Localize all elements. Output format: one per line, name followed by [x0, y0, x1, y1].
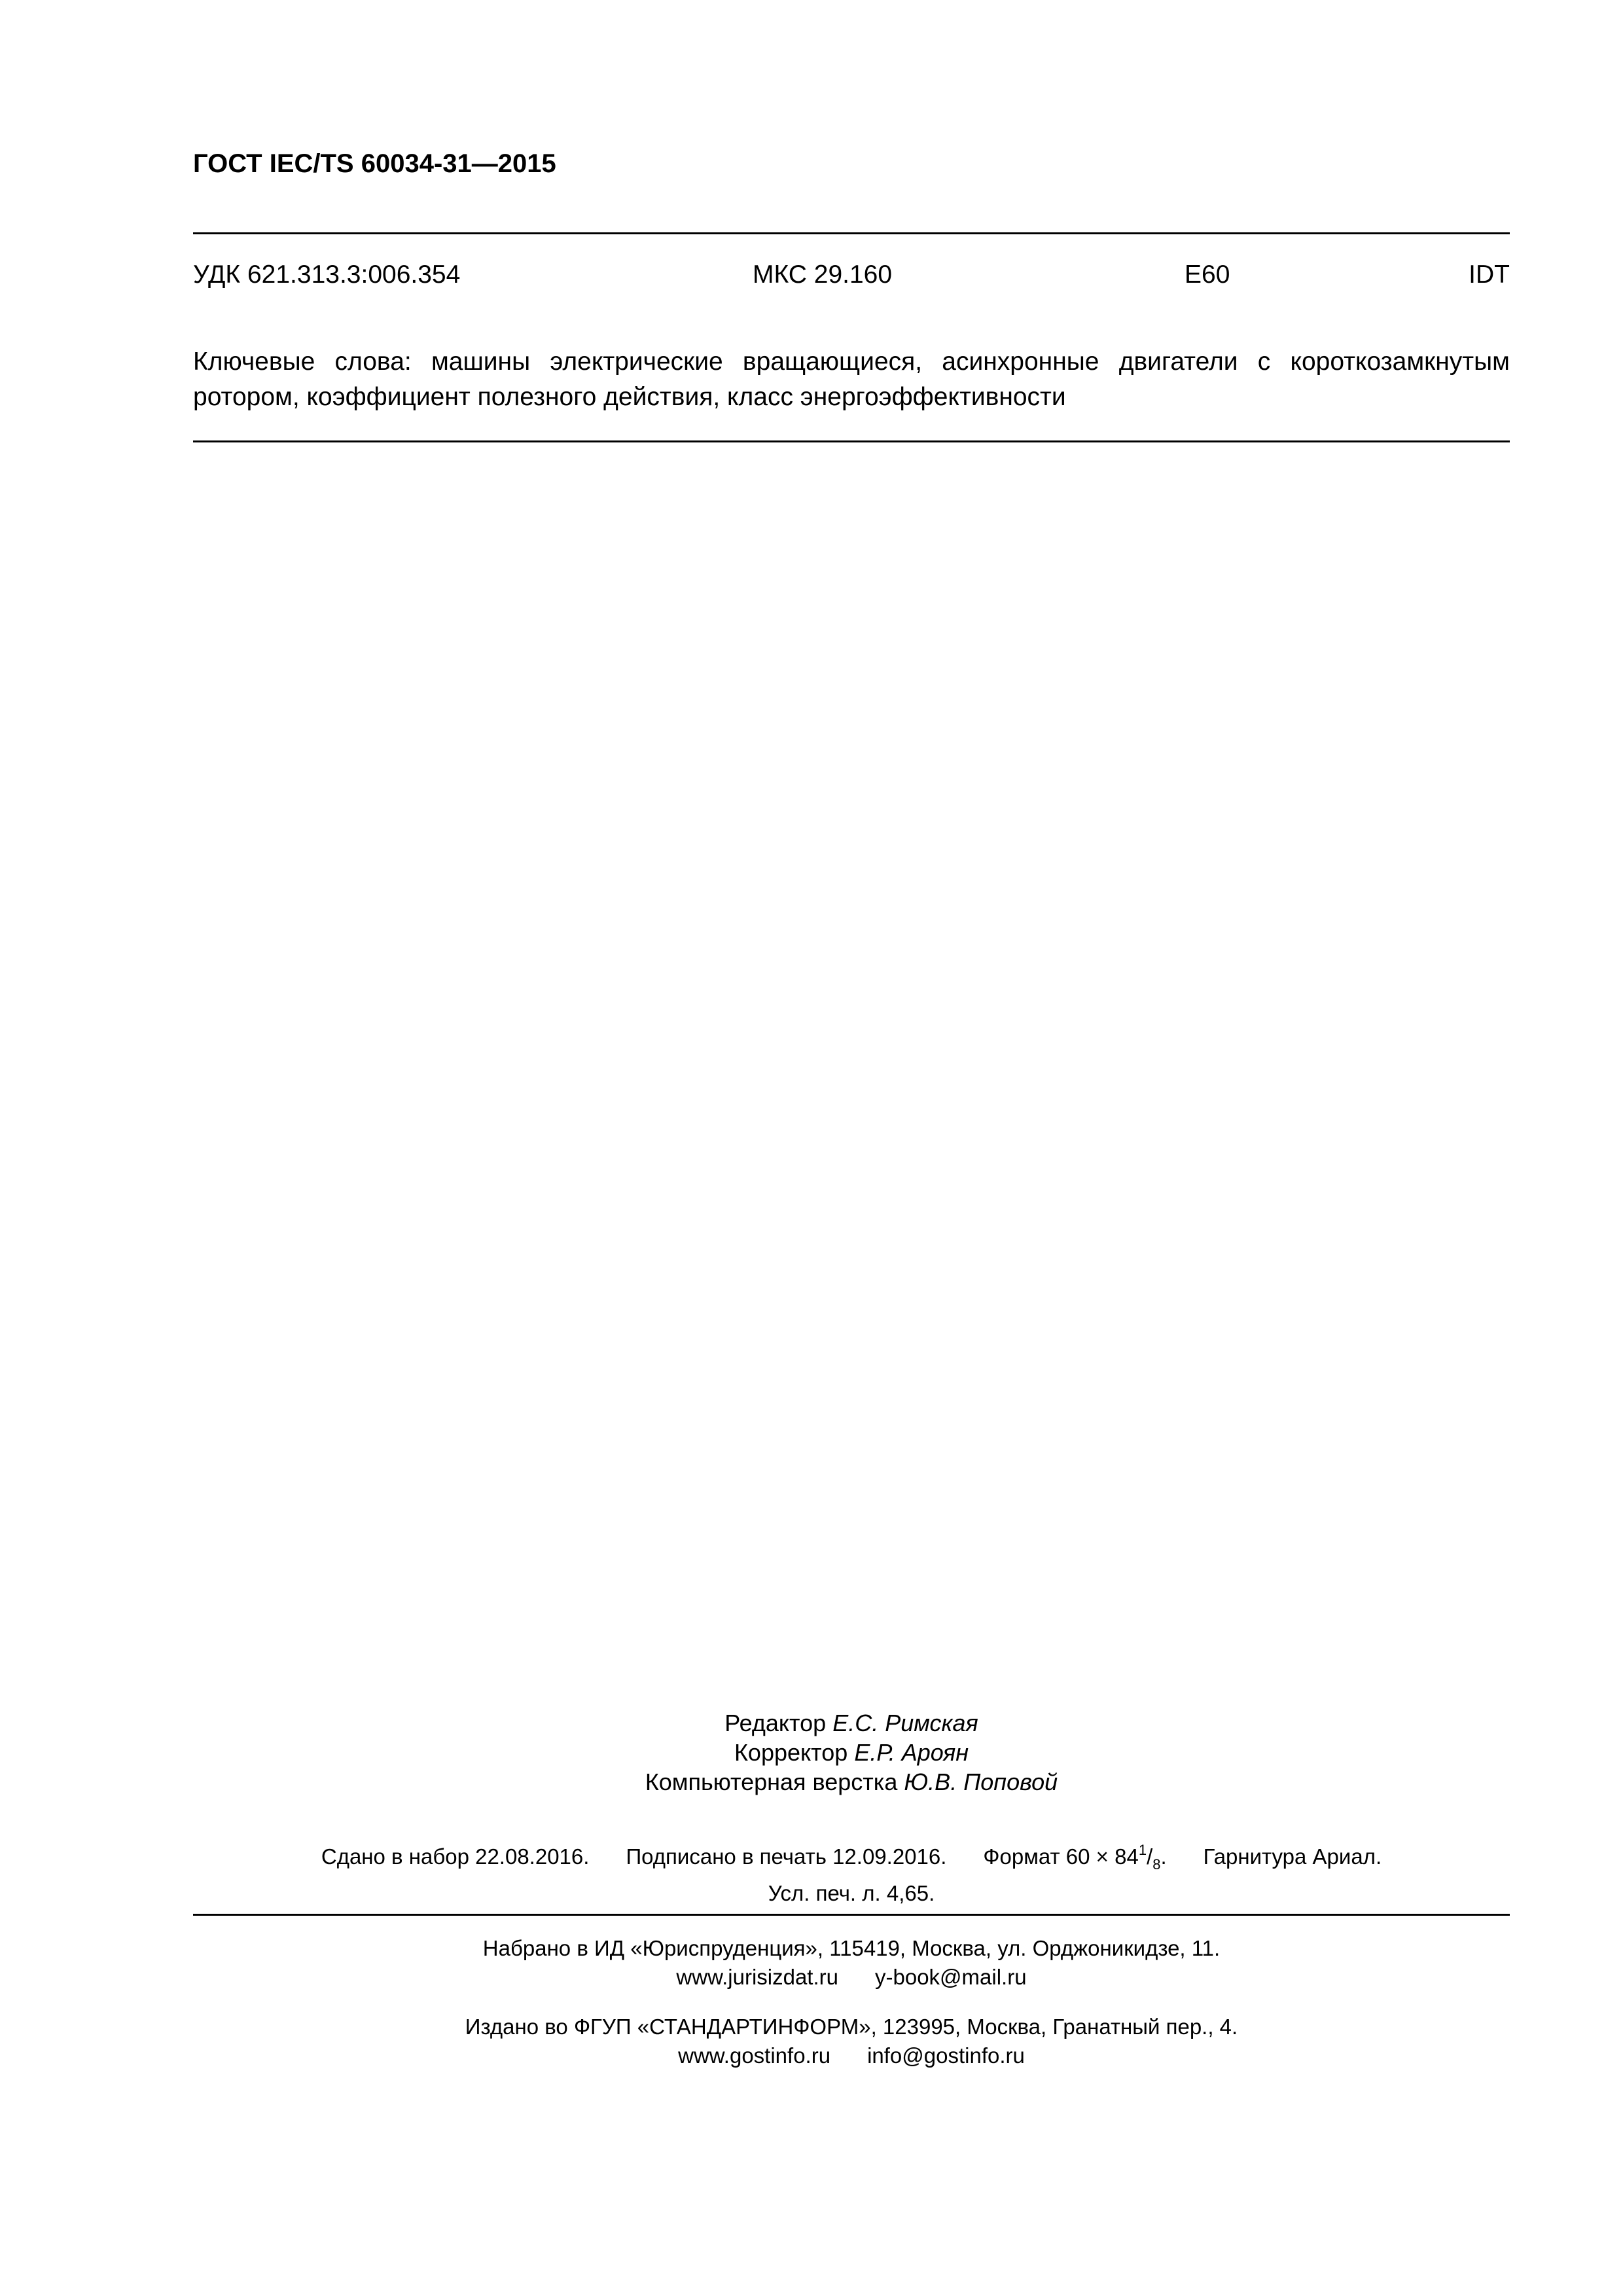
document-title: ГОСТ IEC/TS 60034-31—2015	[193, 149, 556, 178]
keywords-paragraph: Ключевые слова: машины электрические вращающиеся, асинхронные двигатели с короткозамкнутым ротором, коэффициент полезного действия, класс энергоэффективности	[193, 348, 1510, 411]
mks-code: МКС 29.160	[753, 260, 893, 289]
typeset-block	[193, 1934, 1510, 1992]
layout-name: Ю.В. Поповой	[904, 1768, 1058, 1795]
publisher-block	[193, 2013, 1510, 2070]
print-info-line	[193, 1836, 1510, 1879]
publisher-email: info@gostinfo.ru	[867, 2043, 1025, 2068]
layout-label: Компьютерная верстка	[645, 1768, 898, 1795]
corrector-label: Корректор	[734, 1739, 848, 1766]
format-denominator: 8	[1152, 1856, 1161, 1873]
credits-block	[193, 1708, 1510, 1797]
publisher-line: Издано во ФГУП «СТАНДАРТИНФОРМ», 123995, Москва, Гранатный пер., 4.	[465, 2015, 1238, 2039]
editor-name: Е.С. Римская	[832, 1710, 978, 1736]
paper-format	[983, 1842, 1167, 1873]
typeset-line: Набрано в ИД «Юриспруденция», 115419, Москва, ул. Орджоникидзе, 11.	[482, 1936, 1221, 1960]
corrector-line	[193, 1738, 1510, 1767]
typeset-email: y-book@mail.ru	[875, 1965, 1027, 1989]
publisher-website: www.gostinfo.ru	[678, 2043, 831, 2068]
classification-row	[193, 260, 1510, 293]
layout-line	[193, 1767, 1510, 1797]
format-prefix: Формат 60 × 84	[983, 1844, 1139, 1869]
okp-code: Е60	[1185, 260, 1230, 289]
divider-keywords	[193, 440, 1510, 442]
publisher-contacts	[193, 2041, 1510, 2070]
format-slash: /	[1147, 1844, 1153, 1869]
typeset-contacts	[193, 1963, 1510, 1992]
typeface: Гарнитура Ариал.	[1203, 1844, 1382, 1869]
submitted-date: Сдано в набор 22.08.2016.	[321, 1844, 590, 1869]
signed-date: Подписано в печать 12.09.2016.	[626, 1844, 947, 1869]
sheets-line: Усл. печ. л. 4,65.	[768, 1881, 935, 1905]
divider-top	[193, 232, 1510, 234]
typeset-website: www.jurisizdat.ru	[676, 1965, 838, 1989]
format-numerator: 1	[1138, 1842, 1147, 1858]
divider-bottom	[193, 1914, 1510, 1916]
corrector-name: Е.Р. Ароян	[854, 1739, 969, 1766]
format-suffix: .	[1160, 1844, 1167, 1869]
print-info-block	[193, 1836, 1510, 1908]
editor-label: Редактор	[724, 1710, 827, 1736]
udk-code: УДК 621.313.3:006.354	[193, 260, 461, 289]
editor-line	[193, 1708, 1510, 1738]
idt-code: IDT	[1469, 260, 1510, 289]
